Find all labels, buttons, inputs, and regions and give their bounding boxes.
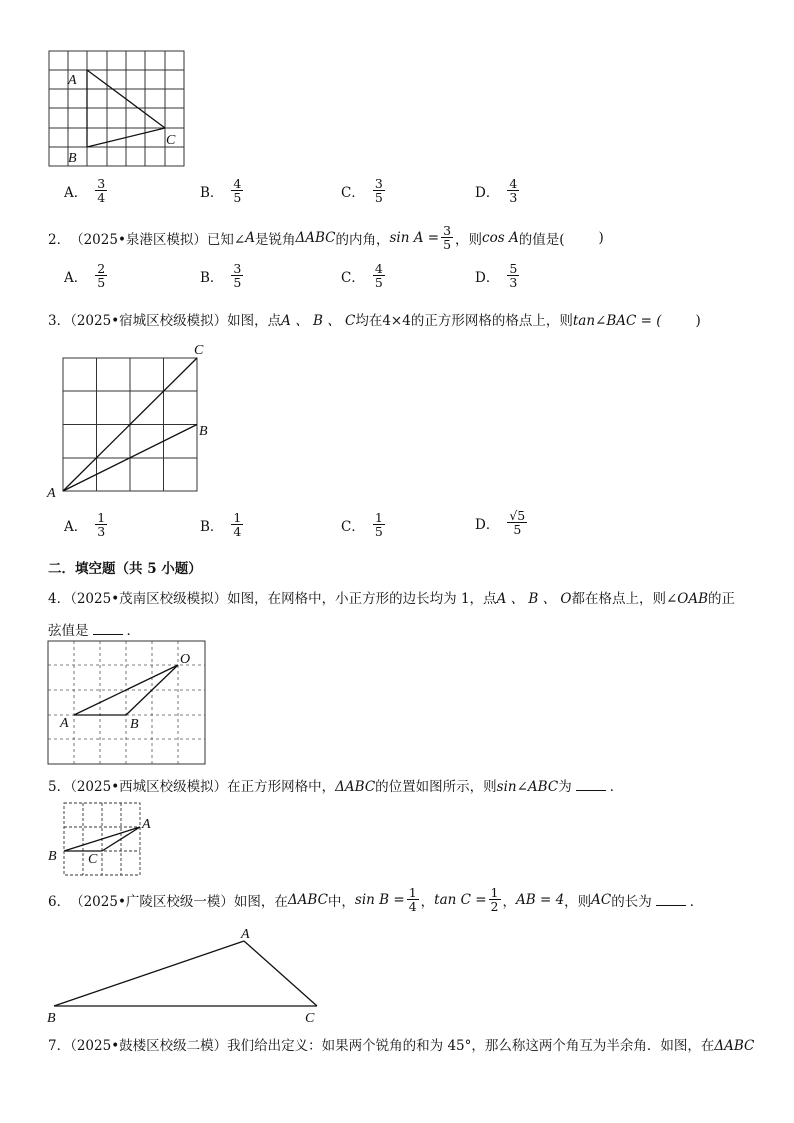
label-C: C <box>305 1011 315 1024</box>
label-B: B <box>199 424 208 439</box>
q1-option-c[interactable]: C． $\frac{3}{5}$ <box>341 176 383 206</box>
answer-blank[interactable] <box>93 622 123 635</box>
label-O: O <box>180 652 191 667</box>
q3-option-c[interactable]: C． $\frac{1}{5}$ <box>341 510 383 540</box>
label-A: A <box>68 73 77 88</box>
q3-figure <box>44 340 224 500</box>
q5-figure <box>44 800 164 880</box>
q2-option-b[interactable]: B． $\frac{3}{5}$ <box>200 261 242 291</box>
q2-option-a[interactable]: A． $\frac{2}{5}$ <box>64 261 106 291</box>
q1-option-b[interactable]: B． $\frac{4}{5}$ <box>200 176 242 206</box>
answer-blank[interactable] <box>576 778 606 791</box>
label-A: A <box>60 716 69 731</box>
q3-option-a[interactable]: A． $\frac{1}{3}$ <box>64 510 106 540</box>
label-A: A <box>47 486 56 500</box>
q7-stem: 7．（2025•鼓楼区校级二模）我们给出定义：如果两个锐角的和为 45°，那么称这两个角互为半余角．如图，在ΔABC <box>48 1038 755 1054</box>
q3-stem: 3．（2025•宿城区校级模拟）如图，点A 、 B 、 C均在4×4的正方形网格的格点上，则tan∠BAC = ( ) <box>48 313 701 329</box>
label-B: B <box>130 717 139 732</box>
label-A: A <box>142 817 151 832</box>
label-B: B <box>48 849 57 864</box>
q6-stem: 6． （2025•广陵区校级一模） 如图，在 ΔABC 中， sin B = $\frac{1}{4}$ ， tan C = $\frac{1}{2}$ ， AB = 4 ，则 AC 的长为 ． <box>48 885 704 915</box>
q4-stem-line2: 弦值是 ． <box>48 623 140 639</box>
q3-option-b[interactable]: B． $\frac{1}{4}$ <box>200 510 242 540</box>
q4-stem-line1: 4．（2025•茂南区校级模拟）如图，在网格中，小正方形的边长均为 1，点A 、 B 、 O都在格点上，则∠OAB的正 <box>48 591 736 607</box>
q1-figure <box>46 48 191 172</box>
answer-blank[interactable] <box>656 893 686 906</box>
label-B: B <box>68 151 77 166</box>
label-B: B <box>47 1011 56 1024</box>
section-heading: 二．填空题（共 5 小题） <box>48 561 202 577</box>
q2-option-c[interactable]: C． $\frac{4}{5}$ <box>341 261 383 291</box>
label-C: C <box>166 133 176 148</box>
q1-option-d[interactable]: D． $\frac{4}{3}$ <box>475 176 518 206</box>
label-A: A <box>241 927 250 942</box>
q6-figure <box>44 924 334 1024</box>
q2-stem: 2． （2025•泉港区模拟） 已知∠ A 是锐角 ΔABC 的内角， sin A = $\frac{3}{5}$ ，则 cos A 的值是( ) <box>48 223 604 253</box>
label-C: C <box>88 852 98 867</box>
label-C: C <box>194 343 204 358</box>
q1-option-a[interactable]: A． $\frac{3}{4}$ <box>64 176 106 206</box>
q5-stem: 5．（2025•西城区校级模拟）在正方形网格中，ΔABC的位置如图所示，则sin∠ABC为 ． <box>48 779 624 795</box>
q4-figure <box>46 639 208 767</box>
q2-option-d[interactable]: D． $\frac{5}{3}$ <box>475 261 518 291</box>
q3-option-d[interactable]: D． $\frac{√5}{5}$ <box>475 508 526 538</box>
